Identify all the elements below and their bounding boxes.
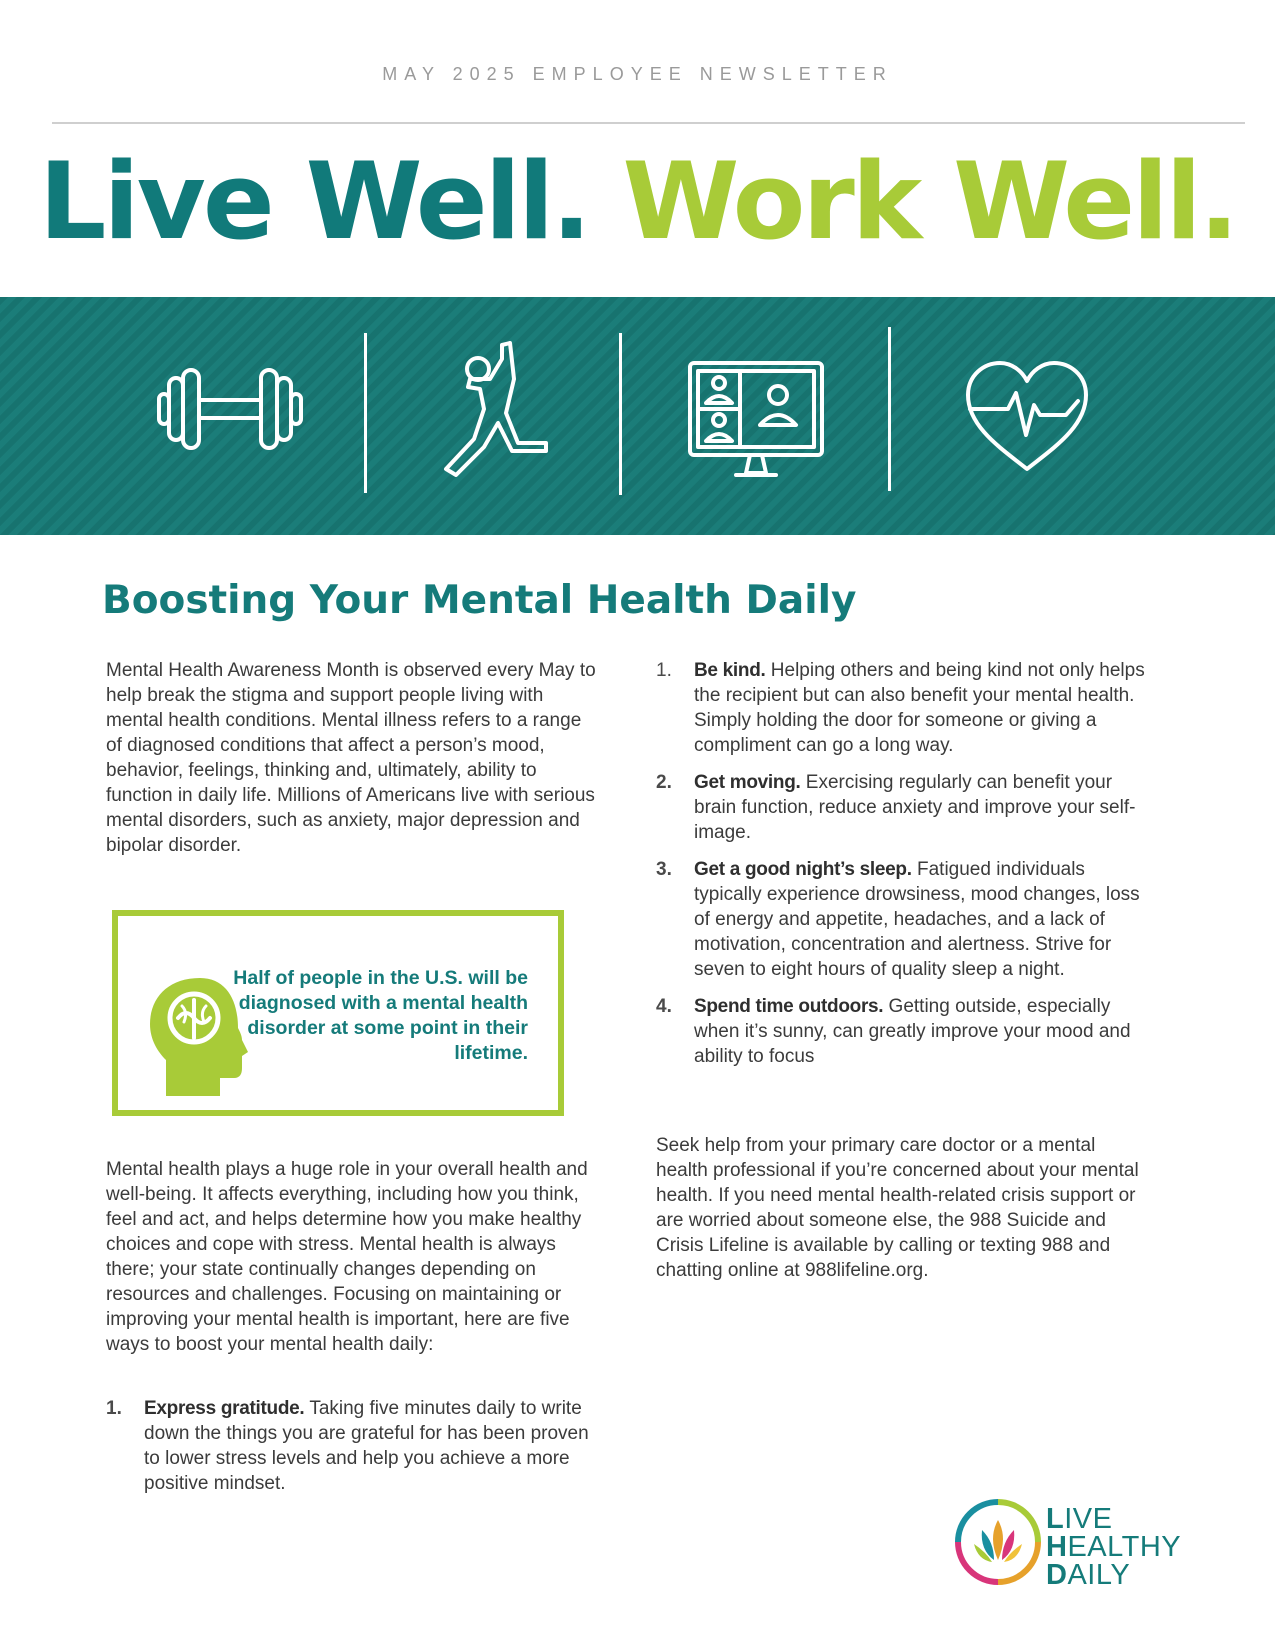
closing-paragraph: Seek help from your primary care doctor or a mental health professional if you’re concerned about your mental health. If you need mental health-related crisis support or are worried about someone else, the 988 Suicide and Crisis Lifeline is available by calling or texting 988 and chatting online at 988lifeline.org. (656, 1135, 1139, 1281)
tip-heading: Spend time outdoors. (694, 996, 884, 1017)
icon-banner (0, 297, 1275, 535)
heartbeat-icon (962, 357, 1092, 477)
list-item (656, 994, 1146, 1069)
live-healthy-daily-logo-icon (954, 1498, 1042, 1586)
logo-line-live: LIVE (1046, 1503, 1113, 1535)
tip-heading: Get a good night’s sleep. (694, 859, 912, 880)
list-item (656, 857, 1146, 982)
list-item (106, 1396, 591, 1496)
tip-heading: Be kind. (694, 660, 766, 681)
yoga-pose-icon (440, 339, 560, 489)
section-title: Boosting Your Mental Health Daily (102, 578, 857, 623)
tips-list-right (656, 658, 1146, 1081)
header-divider (52, 122, 1245, 124)
tip-number: 2. (656, 772, 672, 793)
tip-heading: Express gratitude. (144, 1398, 305, 1419)
body-paragraph: Mental health plays a huge role in your overall health and well-being. It affects everything, including how you think, feel and act, and helps determine how you make healthy choices and cope with stress. Mental health is always there; your state continually changes depending on resources and challenges. Focusing on maintaining or improving your mental health is important, here are five ways to boost your mental health daily: (106, 1159, 588, 1355)
tip-number: 1. (106, 1398, 122, 1419)
title-work-well: Work Well. (622, 140, 1237, 263)
tip-text: Exercising regularly can benefit your brain function, reduce anxiety and improve your self-image. (694, 772, 1136, 843)
newsletter-kicker: MAY 2025 EMPLOYEE NEWSLETTER (382, 64, 893, 84)
video-call-icon (686, 359, 826, 489)
banner-divider (888, 327, 891, 491)
tip-number: 3. (656, 859, 672, 880)
banner-divider (364, 333, 367, 493)
logo-line-healthy: HEALTHY (1046, 1531, 1182, 1563)
list-item (656, 770, 1146, 845)
tip-number: 4. (656, 996, 672, 1017)
callout-text: Half of people in the U.S. will be diagnosed with a mental health disorder at some point in their lifetime. (233, 967, 528, 1064)
title-live-well: Live Well. (38, 140, 589, 263)
tips-list-left (106, 1396, 591, 1508)
list-item (656, 658, 1146, 758)
tip-heading: Get moving. (694, 772, 801, 793)
dumbbell-icon (155, 360, 305, 460)
tip-text: Getting outside, especially when it’s sunny, can greatly improve your mood and ability to focus (694, 996, 1131, 1067)
tip-text: Helping others and being kind not only helps the recipient but can also benefit your mental health. Simply holding the door for someone or giving a compliment can go a long way. (694, 660, 1145, 756)
logo-wordmark (1046, 1505, 1181, 1589)
stat-callout (112, 910, 564, 1116)
banner-divider (619, 333, 622, 495)
intro-paragraph: Mental Health Awareness Month is observed every May to help break the stigma and support people living with mental health conditions. Mental illness refers to a range of diagnosed conditions that affect a person’s mood, behavior, feelings, thinking and, ultimately, ability to function in daily life. Millions of Americans live with serious mental disorders, such as anxiety, major depression and bipolar disorder. (106, 660, 596, 856)
page-title (0, 140, 1275, 263)
tip-text: Taking five minutes daily to write down the things you are grateful for has been proven to lower stress levels and help you achieve a more positive mindset. (144, 1398, 589, 1494)
tip-text: Fatigued individuals typically experience drowsiness, mood changes, loss of energy and appetite, headaches, and a lack of motivation, concentration and alertness. Strive for seven to eight hours of quality sleep a night. (694, 859, 1140, 980)
tip-number: 1. (656, 660, 672, 681)
logo-line-daily: DAILY (1046, 1559, 1131, 1591)
